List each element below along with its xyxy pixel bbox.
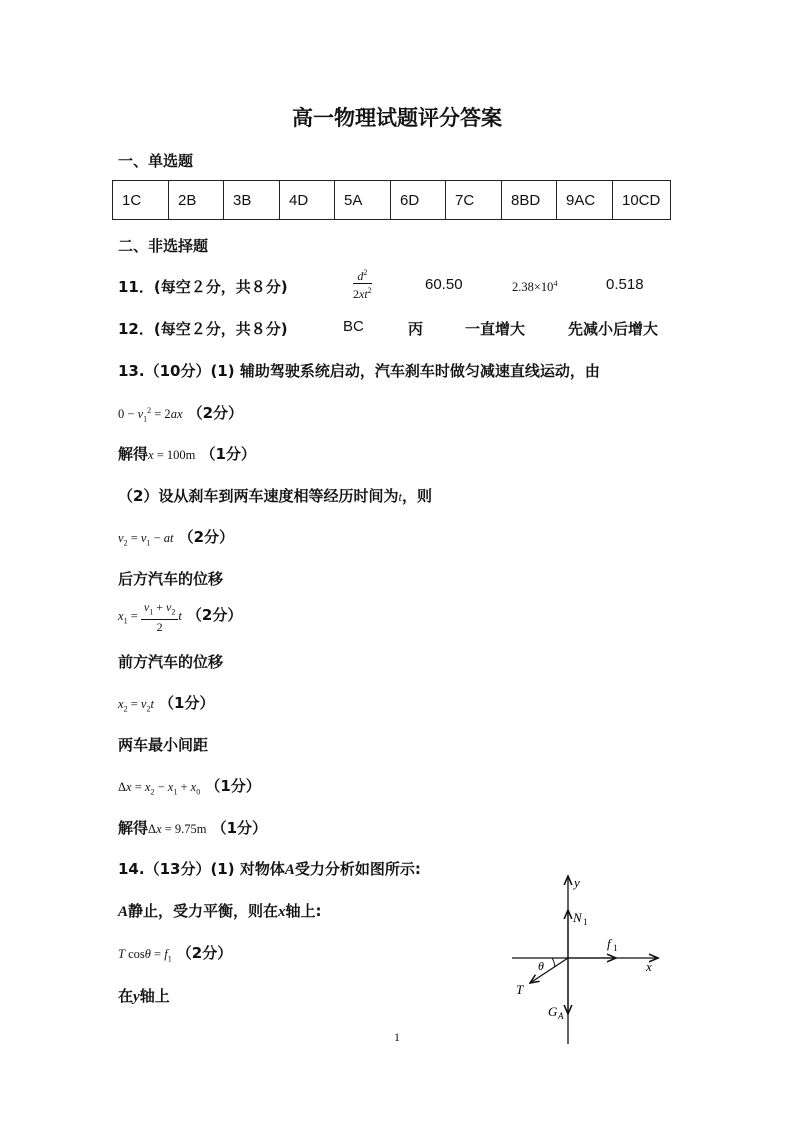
q14-eq1: T $\cos\theta = f_1$ [118,947,172,964]
q11-answer-4: 0.518 [606,276,644,293]
q13-eq5: $\Delta x = x_2 - x_1 + x_0$ [118,780,201,797]
q14-line3-c: 轴上 [139,987,170,1005]
q14-line2 [118,900,322,921]
q13-part2-line [118,485,432,506]
q11-label: 11．(每空２分，共８分) [118,278,288,296]
q14-intro [118,858,421,879]
answer-cell: 5A [335,181,391,220]
q14-line3 [118,985,170,1006]
q11-answer-3: $2.38\times 10^4$ [512,279,558,295]
q13-eq2: $v_2 = v_1$ − at [118,531,174,548]
section-single-choice: 一、单选题 [118,152,194,170]
theta-arc [552,958,555,967]
q14-var-A2: A [118,904,129,920]
score: （2分） [178,528,235,546]
q13-eq3: $x_1$ = $\frac{v_1 + v_2}{2}$ t [118,600,182,635]
answer-cell: 1C [113,181,169,220]
page-number: 1 [394,1030,400,1044]
tension-label: T [516,982,524,997]
q14-eq1-line [118,942,232,964]
q14-line2-b: 静止，受力平衡，则在 [128,902,279,920]
answer-cell: 10CD [613,181,671,220]
q14-var-A: A [284,862,295,878]
q12-answer-2: 丙 [408,320,424,338]
q14-line3-a: 在 [118,987,134,1005]
q13-jiede: 解得 [118,445,149,463]
q12-answer-3: 一直增大 [465,320,526,338]
answer-cell: 3B [224,181,280,220]
y-axis-label: y [574,875,580,890]
score: （2分） [186,606,243,625]
x-axis-label: x [646,959,652,974]
q13-intro: 13.（10分）(1) 辅助驾驶系统启动，汽车刹车时做匀减速直线运动，由 [118,362,600,380]
section-non-choice: 二、非选择题 [118,237,209,255]
q14-var-x: x [278,904,286,920]
answer-table [112,180,671,220]
normal-force-label: N [573,910,582,925]
q13-part2-end: ，则 [401,487,432,505]
answer-cell: 9AC [557,181,613,220]
q13-result2-line [118,817,267,838]
q12-label: 12．(每空２分，共８分) [118,320,288,338]
answer-cell: 6D [391,181,446,220]
q13-eq4: $x_2 = v_2t$ [118,697,154,714]
friction-sub: 1 [613,943,618,953]
force-diagram [500,868,670,1050]
q13-eq3-line [118,600,242,634]
friction-label: f [607,936,611,951]
q14-intro-c: 受力分析如图所示: [294,860,421,878]
q13-result2: Δx = 9.75m [148,822,207,836]
q14-intro-a: 14.（13分）(1) 对物体 [118,860,285,878]
score: （2分） [176,944,233,962]
theta-label: θ [538,959,544,973]
gravity-label: G [548,1004,558,1019]
q13-eq1: $0 - v_1^2 = 2ax$ [118,405,183,424]
q13-front-label: 前方汽车的位移 [118,653,224,671]
q14-var-y: y [133,989,140,1005]
q13-eq4-line [118,692,214,714]
score: （1分） [211,819,268,837]
q12-answer-4: 先减小后增大 [568,320,659,338]
score: （2分） [187,404,244,422]
answer-cell: 4D [280,181,335,220]
q13-eq5-line [118,775,261,797]
q13-var-t: t [398,490,402,504]
score: （1分） [159,694,215,712]
q13-result1: x = 100m [148,448,196,462]
tension-arrow [530,958,568,983]
q13-rear-label: 后方汽车的位移 [118,570,224,588]
q13-jiede2: 解得 [118,819,149,837]
q12-answer-1: BC [343,318,364,335]
q13-part2: （2）设从刹车到两车速度相等经历时间为 [118,487,399,505]
q13-eq2-line [118,526,234,548]
q11-answer-2: 60.50 [425,276,463,293]
answer-cell: 2B [169,181,224,220]
gravity-sub: A [558,1011,564,1021]
score: （1分） [200,445,256,463]
q11-formula-1: $\frac{d^2}{2xt^2}$ [353,268,372,301]
score: （1分） [205,777,261,795]
page-title: 高一物理试题评分答案 [292,106,502,130]
q13-result1-line [118,443,256,464]
q13-eq1-line [118,402,243,424]
q14-line2-d: 轴上: [285,902,322,920]
normal-force-sub: 1 [583,917,588,927]
answer-cell: 8BD [502,181,557,220]
q13-min-label: 两车最小间距 [118,736,209,754]
answer-cell: 7C [446,181,502,220]
